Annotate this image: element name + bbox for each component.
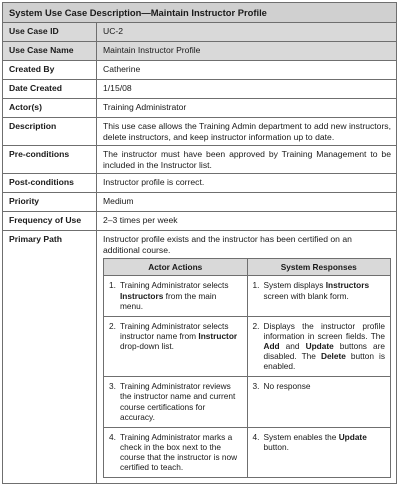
label-postconditions: Post-conditions xyxy=(3,174,97,193)
actor-step-4 xyxy=(104,427,248,477)
row-use-case-name xyxy=(3,42,397,61)
actor-step-text: Training Administrator selects xyxy=(120,280,229,291)
label-use-case-id: Use Case ID xyxy=(3,23,97,42)
label-frequency: Frequency of Use xyxy=(3,212,97,231)
row-preconditions xyxy=(3,146,397,174)
value-description: This use case allows the Training Admin department to add new instructors, delete instructors, and keep instructor information up to date. xyxy=(97,118,397,146)
actor-step-text: Training Administrator reviews the instructor name and current course certifications for accuracy. xyxy=(120,381,236,422)
system-step-3 xyxy=(247,377,391,427)
value-actors: Training Administrator xyxy=(97,99,397,118)
system-step-text: Displays the instructor profile information in screen fields. The xyxy=(263,320,385,341)
document-title: System Use Case Description—Maintain Instructor Profile xyxy=(3,3,397,23)
actor-actions-header: Actor Actions xyxy=(104,259,248,276)
system-step-text: No response xyxy=(263,381,311,392)
delete-button-reference: Delete xyxy=(320,351,346,362)
system-step-number: 4. xyxy=(252,431,260,442)
update-button-reference: Update xyxy=(305,341,334,352)
flow-table xyxy=(103,258,391,478)
label-use-case-name: Use Case Name xyxy=(3,42,97,61)
value-preconditions: The instructor must have been approved by Training Management to be included in the Instructor list. xyxy=(97,146,397,174)
label-created-by: Created By xyxy=(3,61,97,80)
row-actors xyxy=(3,99,397,118)
row-date-created xyxy=(3,80,397,99)
system-step-number: 2. xyxy=(252,320,260,331)
label-preconditions: Pre-conditions xyxy=(3,146,97,174)
actor-step-2 xyxy=(104,316,248,377)
system-step-text: button is enabled. xyxy=(263,351,385,372)
row-created-by xyxy=(3,61,397,80)
row-postconditions xyxy=(3,174,397,193)
value-primary-path: Instructor profile exists and the instructor has been certified on an additional course. xyxy=(103,234,352,255)
actor-step-number: 3. xyxy=(109,381,116,392)
actor-step-3 xyxy=(104,377,248,427)
system-step-4 xyxy=(247,427,391,477)
use-case-document xyxy=(2,2,397,484)
system-step-2 xyxy=(247,316,391,377)
row-primary-path xyxy=(3,231,397,484)
actor-step-text: drop-down list. xyxy=(120,341,174,352)
use-case-table xyxy=(2,2,397,484)
actor-step-number: 4. xyxy=(109,431,116,442)
actor-step-1 xyxy=(104,276,248,316)
actor-step-emphasis: Instructor xyxy=(198,330,238,341)
system-step-1 xyxy=(247,276,391,316)
actor-step-number: 1. xyxy=(109,280,116,291)
system-step-text: and xyxy=(279,341,306,352)
value-frequency: 2–3 times per week xyxy=(97,212,397,231)
system-responses-header: System Responses xyxy=(247,259,391,276)
system-step-number: 1. xyxy=(252,280,260,291)
actor-step-text: Training Administrator selects instructor name from xyxy=(120,320,229,341)
label-primary-path: Primary Path xyxy=(3,231,97,484)
label-date-created: Date Created xyxy=(3,80,97,99)
flow-header-row xyxy=(104,259,391,276)
row-use-case-id xyxy=(3,23,397,42)
system-step-text: System enables the xyxy=(263,431,339,442)
value-use-case-id: UC-2 xyxy=(97,23,397,42)
system-step-text: screen with blank form. xyxy=(263,290,349,301)
actor-step-text: from the main menu. xyxy=(120,290,217,311)
value-postconditions: Instructor profile is correct. xyxy=(97,174,397,193)
system-step-emphasis: Update xyxy=(338,431,367,442)
label-actors: Actor(s) xyxy=(3,99,97,118)
actor-step-emphasis: Instructors xyxy=(120,290,164,301)
label-priority: Priority xyxy=(3,193,97,212)
row-frequency xyxy=(3,212,397,231)
system-step-text: System displays xyxy=(263,280,326,291)
actor-step-text: Training Administrator marks a check in the box next to the course that the instructor is now certified to teach. xyxy=(120,431,238,473)
row-priority xyxy=(3,193,397,212)
system-step-emphasis: Instructors xyxy=(325,280,370,291)
system-step-number: 3. xyxy=(252,381,260,392)
value-date-created: 1/15/08 xyxy=(97,80,397,99)
value-created-by: Catherine xyxy=(97,61,397,80)
flow-row-3 xyxy=(104,377,391,427)
value-use-case-name: Maintain Instructor Profile xyxy=(97,42,397,61)
system-step-text: button. xyxy=(263,441,289,452)
system-step-text: buttons are disabled. The xyxy=(263,341,385,362)
flow-row-2 xyxy=(104,316,391,377)
flow-row-1 xyxy=(104,276,391,316)
flow-row-4 xyxy=(104,427,391,477)
row-description xyxy=(3,118,397,146)
primary-path-cell xyxy=(97,231,397,484)
value-priority: Medium xyxy=(97,193,397,212)
label-description: Description xyxy=(3,118,97,146)
actor-step-number: 2. xyxy=(109,320,116,331)
add-button-reference: Add xyxy=(263,341,280,352)
